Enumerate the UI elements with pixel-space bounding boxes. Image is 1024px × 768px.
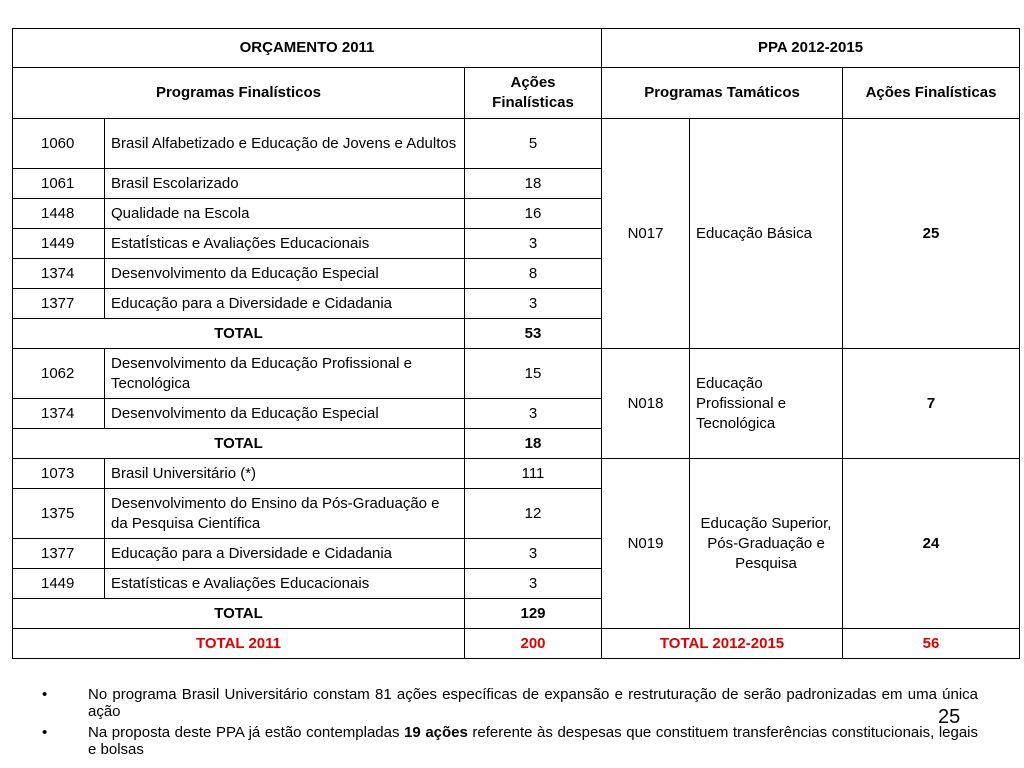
left-title: ORÇAMENTO 2011 xyxy=(13,29,602,68)
total-value: 129 xyxy=(465,599,602,629)
program-code: 1448 xyxy=(13,199,105,229)
ppa-name: Educação Básica xyxy=(690,119,843,349)
program-code: 1449 xyxy=(13,229,105,259)
program-acoes: 15 xyxy=(465,349,602,399)
program-acoes: 12 xyxy=(465,489,602,539)
note-item xyxy=(40,686,978,720)
program-name: EstatÍsticas e Avaliações Educacionais xyxy=(105,229,465,259)
program-acoes: 8 xyxy=(465,259,602,289)
bullet: • xyxy=(42,724,48,741)
program-code: 1062 xyxy=(13,349,105,399)
note-item xyxy=(40,724,978,758)
page-number: 25 xyxy=(938,706,961,728)
program-code: 1374 xyxy=(13,399,105,429)
program-code: 1375 xyxy=(13,489,105,539)
program-code: 1377 xyxy=(13,289,105,319)
note-emphasis: 19 ações xyxy=(404,724,468,741)
total-2011-label: TOTAL 2011 xyxy=(13,629,465,659)
program-name: Brasil Alfabetizado e Educação de Jovens e Adultos xyxy=(105,119,465,169)
total-label: TOTAL xyxy=(13,599,465,629)
notes xyxy=(40,686,978,762)
note-text xyxy=(88,724,978,758)
program-name: Desenvolvimento da Educação Especial xyxy=(105,259,465,289)
program-name: Qualidade na Escola xyxy=(105,199,465,229)
program-code: 1073 xyxy=(13,459,105,489)
ppa-code: N017 xyxy=(602,119,690,349)
total-ppa-value: 56 xyxy=(843,629,1020,659)
total-ppa-label: TOTAL 2012-2015 xyxy=(602,629,843,659)
col-acoes-header xyxy=(465,68,602,119)
program-acoes: 3 xyxy=(465,229,602,259)
total-value: 53 xyxy=(465,319,602,349)
program-code: 1377 xyxy=(13,539,105,569)
title-row xyxy=(13,29,1020,68)
table-row xyxy=(13,349,1020,399)
ppa-code: N019 xyxy=(602,459,690,629)
program-acoes: 3 xyxy=(465,569,602,599)
col-programas-header: Programas Finalísticos xyxy=(13,68,465,119)
program-acoes: 18 xyxy=(465,169,602,199)
ppa-name: Educação Profissional e Tecnológica xyxy=(690,349,843,459)
program-code: 1449 xyxy=(13,569,105,599)
program-code: 1061 xyxy=(13,169,105,199)
ppa-acoes: 25 xyxy=(843,119,1020,349)
table-row xyxy=(13,119,1020,169)
program-name: Educação para a Diversidade e Cidadania xyxy=(105,539,465,569)
ppa-code: N018 xyxy=(602,349,690,459)
ppa-name: Educação Superior, Pós-Graduação e Pesquisa xyxy=(690,459,843,629)
column-header-row xyxy=(13,68,1020,119)
total-2011-value: 200 xyxy=(465,629,602,659)
total-label: TOTAL xyxy=(13,319,465,349)
col-acoes-line1: Ações xyxy=(510,74,556,91)
program-name: Brasil Universitário (*) xyxy=(105,459,465,489)
program-name: Estatísticas e Avaliações Educacionais xyxy=(105,569,465,599)
program-acoes: 111 xyxy=(465,459,602,489)
note-text-part: Na proposta deste PPA já estão contempladas xyxy=(88,724,405,741)
note-text: No programa Brasil Universitário constam 81 ações específicas de expansão e restruturação de serão padronizadas em uma única ação xyxy=(88,686,978,720)
table-row xyxy=(13,459,1020,489)
total-value: 18 xyxy=(465,429,602,459)
right-title: PPA 2012-2015 xyxy=(602,29,1020,68)
program-acoes: 16 xyxy=(465,199,602,229)
col-acoes-line2: Finalísticas xyxy=(492,94,574,111)
program-code: 1374 xyxy=(13,259,105,289)
program-name: Desenvolvimento da Educação Profissional e Tecnológica xyxy=(105,349,465,399)
note-text-part: referente às despesas que constituem transferências constitucionais, legais e bolsas xyxy=(88,724,979,758)
program-name: Brasil Escolarizado xyxy=(105,169,465,199)
program-name: Desenvolvimento da Educação Especial xyxy=(105,399,465,429)
grand-total-row xyxy=(13,629,1020,659)
col-acoes-fin-header: Ações Finalísticas xyxy=(843,68,1020,119)
ppa-acoes: 7 xyxy=(843,349,1020,459)
program-code: 1060 xyxy=(13,119,105,169)
ppa-acoes: 24 xyxy=(843,459,1020,629)
program-acoes: 5 xyxy=(465,119,602,169)
col-tematicos-header: Programas Tamáticos xyxy=(602,68,843,119)
program-name: Desenvolvimento do Ensino da Pós-Graduação e da Pesquisa Científica xyxy=(105,489,465,539)
program-acoes: 3 xyxy=(465,399,602,429)
total-label: TOTAL xyxy=(13,429,465,459)
program-acoes: 3 xyxy=(465,289,602,319)
bullet: • xyxy=(42,686,48,703)
program-acoes: 3 xyxy=(465,539,602,569)
budget-table xyxy=(12,28,1020,659)
program-name: Educação para a Diversidade e Cidadania xyxy=(105,289,465,319)
